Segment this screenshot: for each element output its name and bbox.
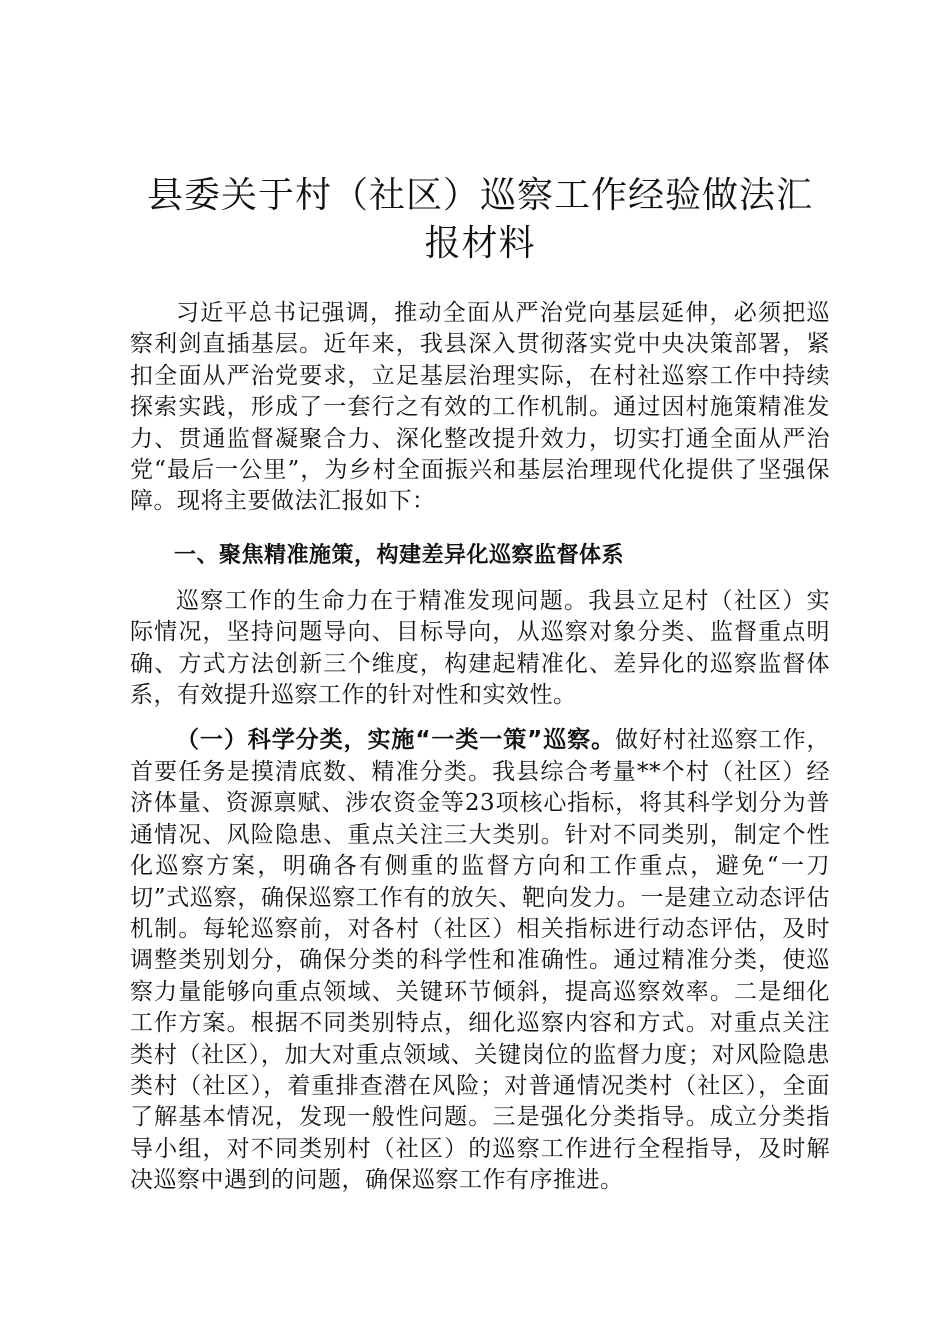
subsection-1-heading: （一）科学分类，实施“一类一策”巡察。	[176, 727, 616, 754]
subsection-1-paragraph	[130, 725, 830, 1196]
document-page	[130, 172, 830, 1197]
section-1-heading: 一、聚焦精准施策，构建差异化巡察监督体系	[174, 542, 625, 568]
section-1-paragraph: 巡察工作的生命力在于精准发现问题。我县立足村（社区）实际情况，坚持问题导向、目标导向，从巡察对象分类、监督重点明确、方式方法创新三个维度，构建起精准化、差异化的巡察监督体系，有效提升巡察工作的针对性和实效性。	[130, 587, 830, 709]
intro-paragraph: 习近平总书记强调，推动全面从严治党向基层延伸，必须把巡察利剑直插基层。近年来，我县深入贯彻落实党中央决策部署，紧扣全面从严治党要求，立足基层治理实际，在村社巡察工作中持续探索实践，形成了一套行之有效的工作机制。通过因村施策精准发力、贯通监督凝聚合力、深化整改提升效力，切实打通全面从严治党“最后一公里”，为乡村全面振兴和基层治理现代化提供了坚强保障。现将主要做法汇报如下：	[130, 300, 830, 515]
subsection-1-body: 做好村社巡察工作，首要任务是摸清底数、精准分类。我县综合考量**个村（社区）经济体量、资源禀赋、涉农资金等23项核心指标，将其科学划分为普通情况、风险隐患、重点关注三大类别。针对不同类别，制定个性化巡察方案，明确各有侧重的监督方向和工作重点，避免“一刀切”式巡察，确保巡察工作有的放矢、靶向发力。一是建立动态评估机制。每轮巡察前，对各村（社区）相关指标进行动态评估，及时调整类别划分，确保分类的科学性和准确性。通过精准分类，使巡察力量能够向重点领域、关键环节倾斜，提高巡察效率。二是细化工作方案。根据不同类别特点，细化巡察内容和方式。对重点关注类村（社区），加大对重点领域、关键岗位的监督力度；对风险隐患类村（社区），着重排查潜在风险；对普通情况类村（社区），全面了解基本情况，发现一般性问题。三是强化分类指导。成立分类指导小组，对不同类别村（社区）的巡察工作进行全程指导，及时解决巡察中遇到的问题，确保巡察工作有序推进。	[130, 727, 831, 1194]
document-title: 县委关于村（社区）巡察工作经验做法汇报材料	[146, 175, 813, 264]
